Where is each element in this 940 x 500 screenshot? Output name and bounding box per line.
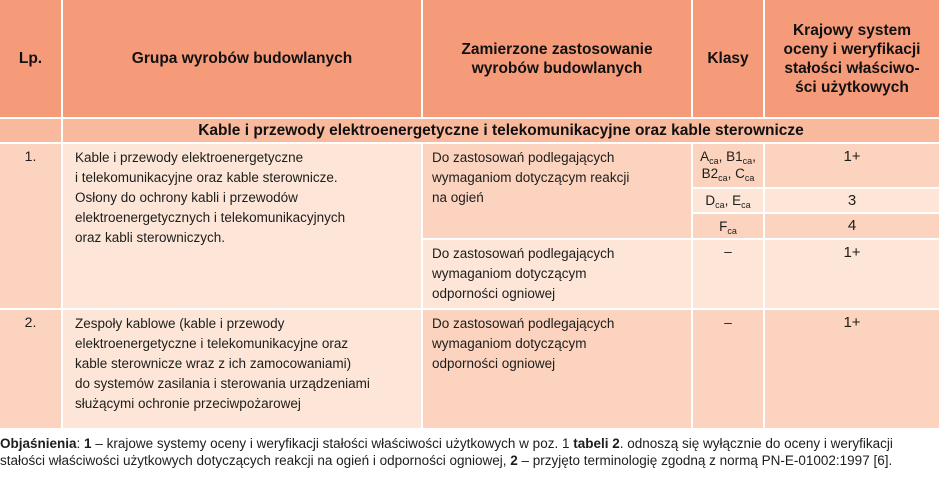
header-lp: Lp.: [0, 0, 62, 118]
note-number: 1: [84, 436, 92, 451]
row-use-fire-reaction: [422, 143, 692, 238]
header-classes: Klasy: [692, 0, 764, 118]
header-group: Grupa wyrobów budowlanych: [62, 0, 422, 118]
class-value: –: [692, 239, 764, 309]
class-subscript: ca: [741, 200, 751, 211]
class-label: A: [700, 149, 710, 165]
group-line: do systemów zasilania i sterowania urządzeniami: [75, 375, 370, 391]
class-subscript: ca: [744, 173, 755, 184]
notes-label: Objaśnienia: [0, 436, 77, 451]
use-line: wymaganiom dotyczącym: [432, 265, 587, 281]
system-value: 1+: [764, 239, 940, 309]
use-line: odporności ogniowej: [432, 355, 556, 371]
group-line: oraz kabli sterowniczych.: [75, 230, 226, 246]
system-value: 1+: [764, 309, 940, 429]
note-table-ref: tabeli 2: [573, 436, 620, 451]
group-line: Osłony do ochrony kabli i przewodów: [75, 190, 298, 206]
header-use-line: Zamierzone zastosowanie: [461, 40, 653, 58]
use-line: Do zastosowań podlegających: [432, 245, 615, 261]
class-d-e: $D_{ca}$, $E_{ca}$: [692, 188, 764, 213]
class-label: F: [719, 219, 728, 235]
header-system: [764, 0, 940, 118]
header-row: [0, 0, 940, 118]
table-notes: Objaśnienia: 1 – krajowe systemy oceny i weryfikacji stałości właściwości użytkowych w poz. 1 tabeli 2. odnoszą się wyłącznie do oceny i weryfikacji stałości właściwości użytkowych dotyczących reakcji na ogień i odporności ogniowej, 2 – przyjęto terminologię zgodną z normą PN-E-01002:1997 [6].: [0, 436, 893, 468]
group-line: kable sterownicze wraz z ich zamocowaniami): [75, 355, 352, 371]
class-label: B2: [701, 166, 719, 182]
table-row: [0, 143, 940, 188]
group-line: Kable i przewody elektroenergetyczne: [75, 150, 304, 166]
use-line: Do zastosowań podlegających: [432, 315, 615, 331]
class-f: [692, 213, 764, 238]
note-number: 2: [510, 453, 518, 468]
section-spacer: [0, 118, 62, 143]
class-subscript: ca: [718, 173, 728, 184]
row-lp: 2.: [0, 309, 62, 429]
group-line: elektroenergetycznych i telekomunikacyjnych: [75, 210, 346, 226]
class-a-b-c: $A_{ca}$, $B1_{ca}$, $B2_{ca}$, $C_{ca}$: [692, 143, 764, 188]
group-line: służącymi ochronie przeciwpożarowej: [75, 395, 301, 411]
class-label: B1: [726, 149, 743, 165]
use-line: odporności ogniowej: [432, 285, 556, 301]
group-line: Zespoły kablowe (kable i przewody: [75, 315, 285, 331]
table-row: [0, 309, 940, 429]
use-line: Do zastosowań podlegających: [432, 150, 615, 166]
row-use-fire-resistance: [422, 239, 692, 309]
use-line: na ogień: [432, 190, 484, 206]
class-label: E: [732, 193, 742, 209]
header-use-line: wyrobów budowlanych: [471, 59, 643, 77]
use-line: wymaganiom dotyczącym reakcji: [432, 170, 630, 186]
header-use: [422, 0, 692, 118]
system-value: 1+: [764, 143, 940, 188]
row-lp: 1.: [0, 143, 62, 308]
note-text: – przyjęto terminologię zgodną z normą PN-E-01002:1997 [6].: [517, 453, 893, 468]
note-text: . odnoszą się wyłącznie do oceny i weryfikacji stałości właściwości użytkowych dotyczących reakcji na ogień i odporności ogniowej,: [0, 436, 893, 468]
class-subscript: ca: [709, 156, 719, 167]
header-system-line: oceny i weryfikacji: [783, 40, 921, 58]
row-group: [62, 309, 422, 429]
header-system-line: stałości właściwo-: [784, 59, 920, 77]
group-line: i telekomunikacyjne oraz kable sterownicze.: [75, 170, 338, 186]
class-subscript: ca: [715, 200, 725, 211]
row-group: [62, 143, 422, 308]
class-subscript: ca: [727, 226, 737, 237]
class-label: C: [735, 166, 745, 182]
group-line: elektroenergetyczne i telekomunikacyjne oraz: [75, 335, 349, 351]
section-title: Kable i przewody elektroenergetyczne i telekomunikacyjne oraz kable sterownicze: [62, 118, 940, 143]
class-value: –: [692, 309, 764, 429]
section-row: [0, 118, 940, 143]
system-value: 4: [764, 213, 940, 238]
class-subscript: ca: [742, 156, 753, 167]
system-value: 3: [764, 188, 940, 213]
row-use-fire-resistance: [422, 309, 692, 429]
class-label: D: [705, 193, 716, 209]
header-system-line: ści użytkowych: [795, 78, 909, 96]
header-system-line: Krajowy system: [792, 21, 912, 39]
use-line: wymaganiom dotyczącym: [432, 335, 587, 351]
note-text: – krajowe systemy oceny i weryfikacji stałości właściwości użytkowych w poz. 1: [91, 436, 574, 451]
